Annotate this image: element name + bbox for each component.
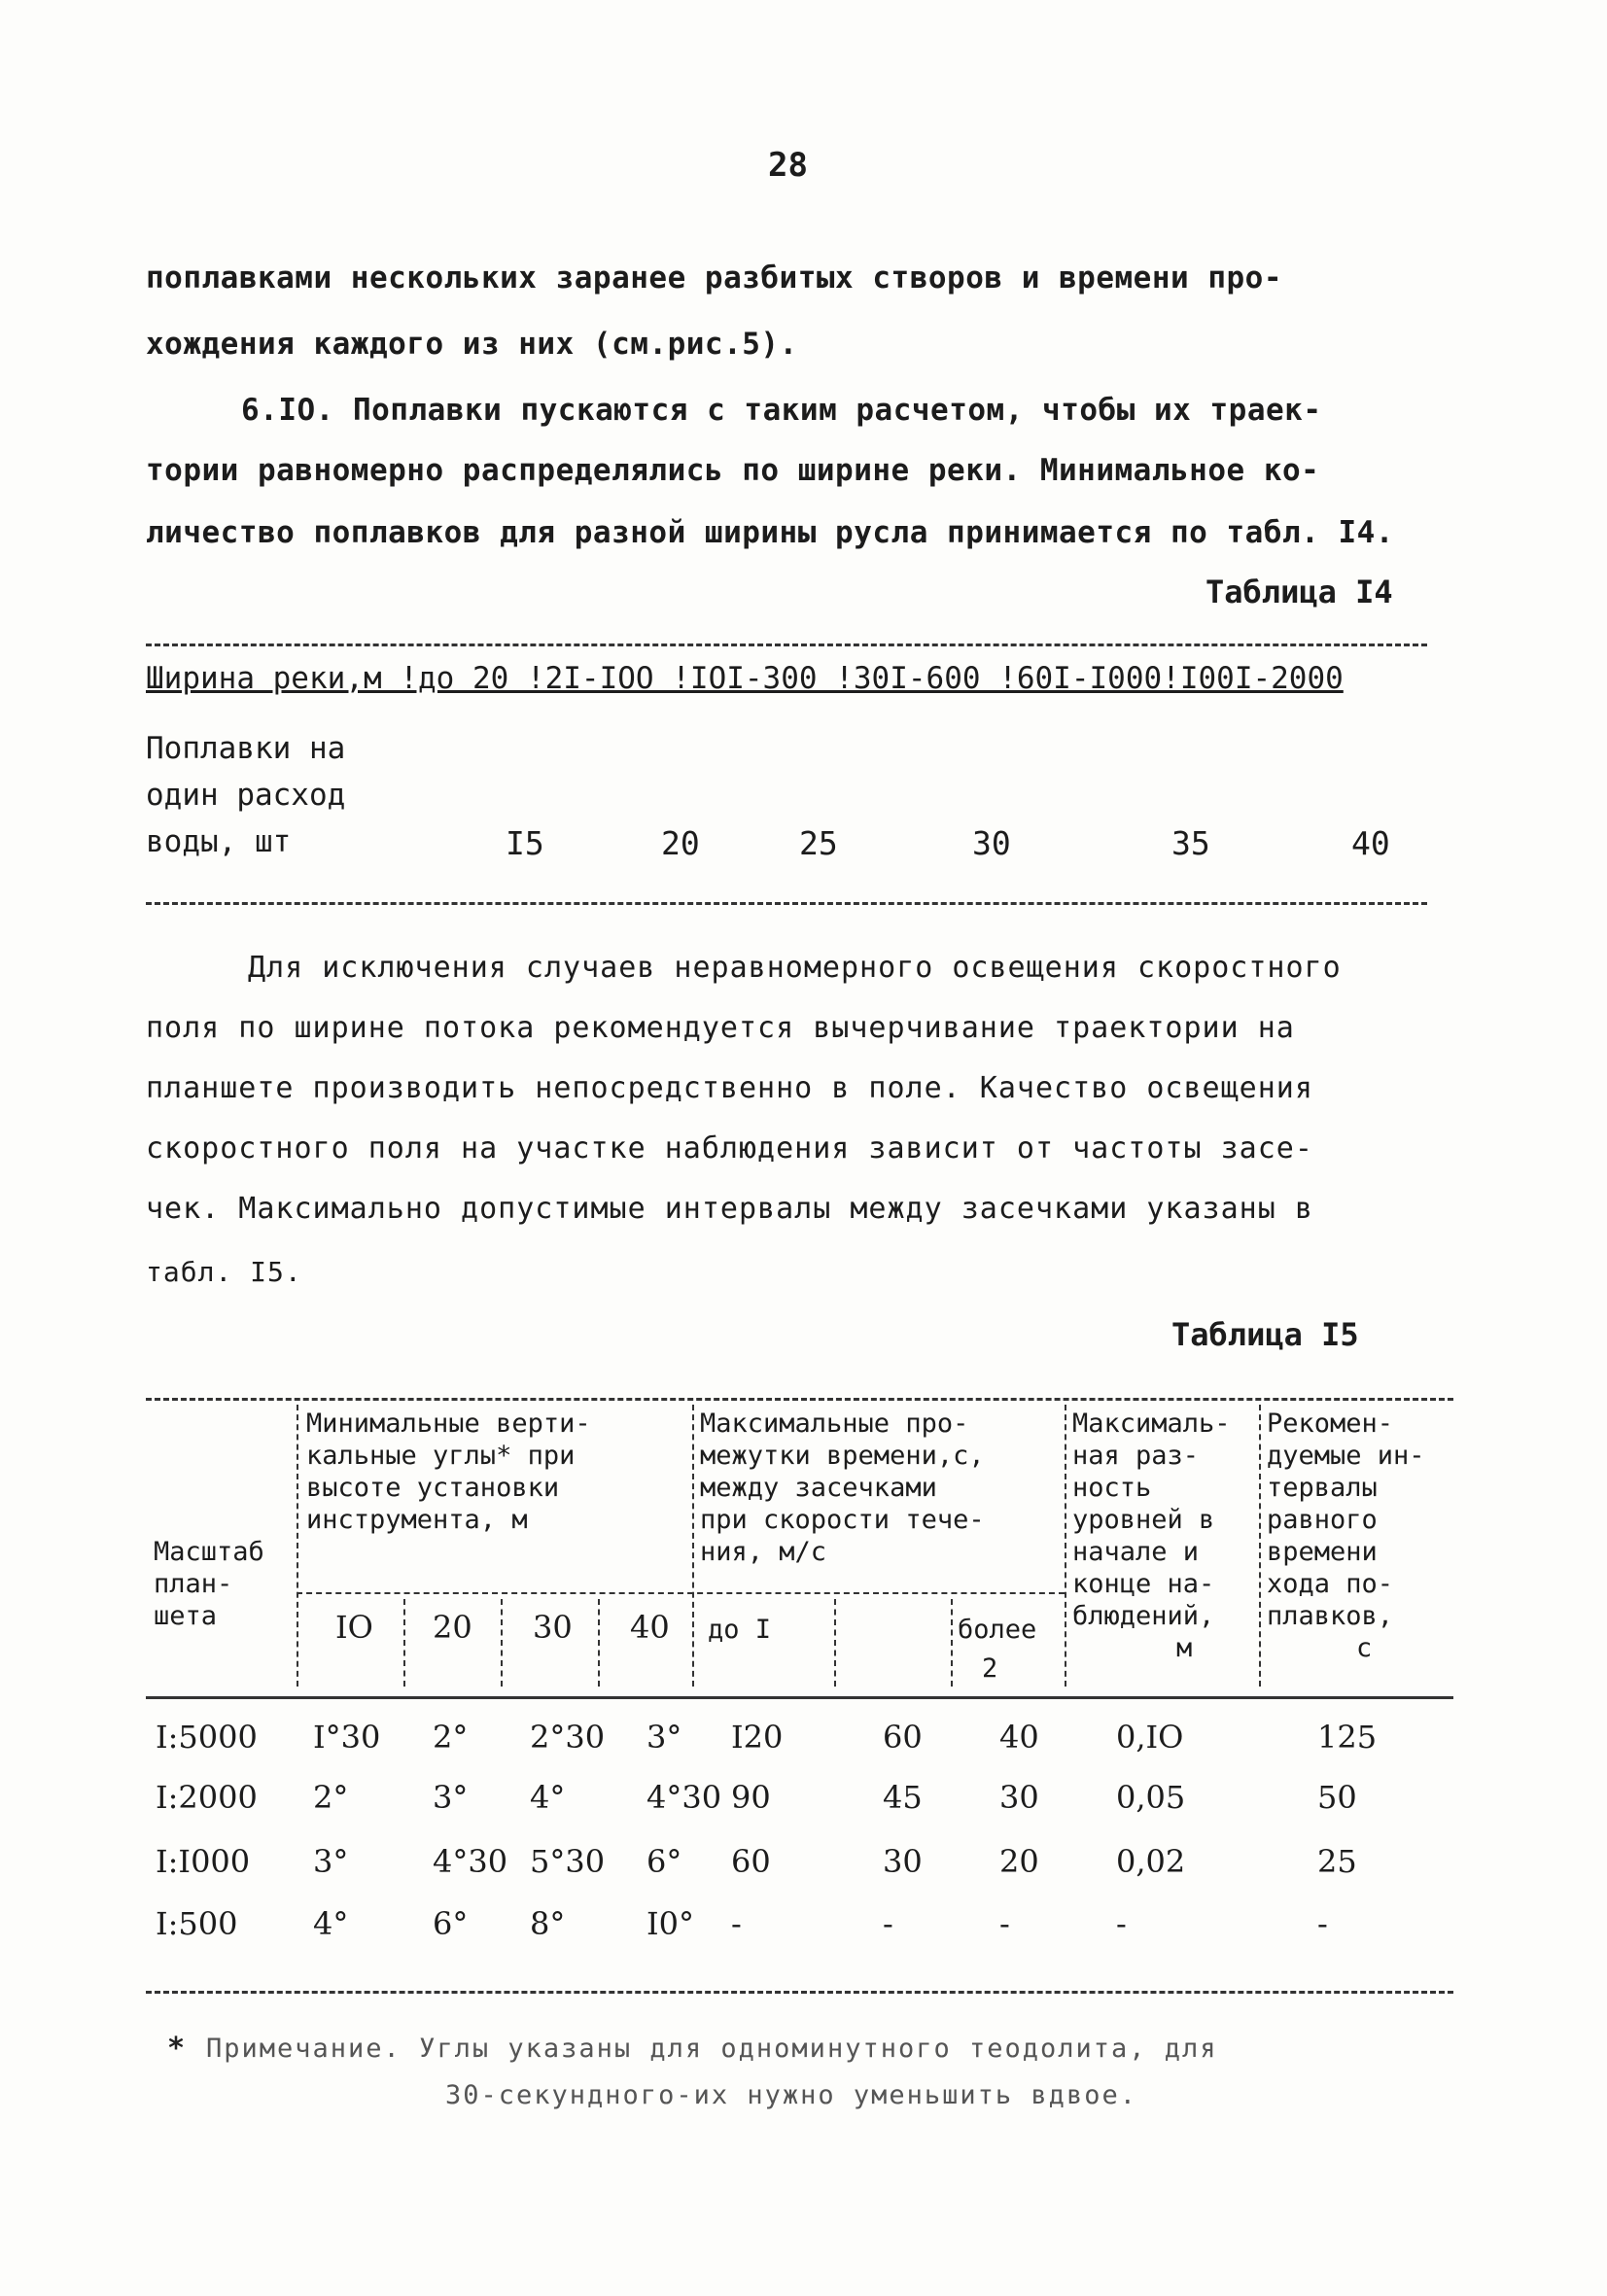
column-separator <box>1259 1405 1261 1687</box>
footnote-line: 30-секундного-их нужно уменьшить вдвое. <box>445 2080 1137 2110</box>
table-15-cell: 2°30 <box>530 1719 606 1756</box>
table-15-cell: 40 <box>999 1719 1039 1756</box>
page-number: 28 <box>768 146 808 185</box>
table-15-cell: 8° <box>530 1905 566 1942</box>
header-levels: начале и <box>1072 1537 1200 1567</box>
header-recommended: плавков, <box>1267 1601 1394 1631</box>
header-angles: инструмента, м <box>306 1505 528 1535</box>
header-intervals: при скорости тече- <box>700 1505 985 1535</box>
column-separator <box>501 1599 503 1687</box>
header-recommended: хода по- <box>1267 1569 1394 1599</box>
table-15-cell: 30 <box>999 1779 1039 1816</box>
table-14-value: 40 <box>1351 824 1390 862</box>
table-15-cell: I20 <box>731 1719 784 1756</box>
table-15-cell: - <box>731 1905 742 1942</box>
table-15-cell: 25 <box>1317 1843 1357 1880</box>
header-levels: блюдений, <box>1072 1601 1215 1631</box>
table-14-header: Ширина реки,м !до 20 !2I-IOO !IOI-300 !30I-600 !60I-I000!I00I-2000 <box>146 661 1344 696</box>
column-separator <box>598 1599 600 1687</box>
table-15-cell: 3° <box>646 1719 682 1756</box>
table-15-cell: 20 <box>999 1843 1039 1880</box>
table-14-row-label: один расход <box>146 778 346 813</box>
column-separator <box>834 1599 836 1687</box>
header-scale: план- <box>154 1569 233 1599</box>
paragraph-line: тории равномерно распределялись по ширине реки. Минимальное ко- <box>146 453 1320 488</box>
table-14-row-label: Поплавки на <box>146 731 346 766</box>
header-intervals: межутки времени,с, <box>700 1441 985 1471</box>
table-15-cell: 6° <box>433 1905 469 1942</box>
paragraph-line: поля по ширине потока рекомендуется вычерчивание траектории на <box>146 1011 1295 1045</box>
footnote-marker: * <box>167 2032 188 2066</box>
table-15-cell: 90 <box>731 1779 771 1816</box>
paragraph-line: чек. Максимально допустимые интервалы между засечками указаны в <box>146 1192 1313 1226</box>
table-15-cell: 2° <box>433 1719 469 1756</box>
header-levels: конце на- <box>1072 1569 1215 1599</box>
table-15-cell: - <box>1116 1905 1127 1942</box>
column-separator <box>297 1405 298 1687</box>
table-15-cell: 60 <box>731 1843 771 1880</box>
table-14-caption: Таблица I4 <box>1205 574 1393 610</box>
header-levels: уровней в <box>1072 1505 1215 1535</box>
header-recommended: времени <box>1267 1537 1378 1567</box>
header-levels: ная раз- <box>1072 1441 1200 1471</box>
header-recommended: Рекомен- <box>1267 1409 1394 1439</box>
column-separator <box>1065 1405 1066 1687</box>
table-15-cell: 2° <box>313 1779 349 1816</box>
table-15-cell: 4° <box>313 1905 349 1942</box>
table-15-top-rule <box>146 1398 1453 1401</box>
column-separator <box>951 1599 953 1687</box>
table-15-scale-cell: I:I000 <box>156 1843 251 1880</box>
table-15-cell: 0,05 <box>1116 1779 1186 1816</box>
table-14-value: 25 <box>799 824 838 862</box>
table-15-cell: 0,IO <box>1116 1719 1184 1756</box>
header-levels: ность <box>1072 1473 1152 1503</box>
table-15-cell: 50 <box>1317 1779 1357 1816</box>
header-levels: м <box>1176 1633 1193 1663</box>
header-intervals: Максимальные про- <box>700 1409 969 1439</box>
table-15-scale-cell: I:5000 <box>156 1719 258 1756</box>
header-angles: Минимальные верти- <box>306 1409 591 1439</box>
paragraph-line: личество поплавков для разной ширины русла принимается по табл. I4. <box>146 515 1394 550</box>
table-14-bottom-rule <box>146 902 1427 905</box>
header-recommended: равного <box>1267 1505 1378 1535</box>
subheader-height: 40 <box>630 1609 670 1646</box>
subheader-speed: более <box>958 1615 1037 1645</box>
table-15-cell: 3° <box>433 1779 469 1816</box>
table-15-cell: 60 <box>883 1719 923 1756</box>
table-14-value: I5 <box>506 824 544 862</box>
table-14-top-rule <box>146 644 1427 646</box>
table-15-cell: - <box>999 1905 1010 1942</box>
table-15-scale-cell: I:2000 <box>156 1779 258 1816</box>
column-separator <box>692 1405 694 1687</box>
table-15-cell: - <box>1317 1905 1328 1942</box>
table-15-cell: 4°30 <box>433 1843 508 1880</box>
header-recommended: тервалы <box>1267 1473 1378 1503</box>
subheader-height: 30 <box>533 1609 573 1646</box>
table-15-cell: 5°30 <box>530 1843 606 1880</box>
subheader-height: IO <box>335 1609 373 1646</box>
table-15-cell: 6° <box>646 1843 682 1880</box>
footnote-line: Примечание. Углы указаны для одноминутного теодолита, для <box>206 2034 1218 2064</box>
table-15-cell: I°30 <box>313 1719 381 1756</box>
table-14-row-label: воды, шт <box>146 824 292 859</box>
table-15-cell: 4°30 <box>646 1779 722 1816</box>
table-15-cell: - <box>883 1905 893 1942</box>
paragraph-line: поплавками нескольких заранее разбитых створов и времени про- <box>146 261 1282 296</box>
header-bottom-rule <box>146 1696 1453 1699</box>
table-15-cell: I0° <box>646 1905 694 1942</box>
paragraph-line: хождения каждого из них (см.рис.5). <box>146 327 798 362</box>
header-angles: кальные углы* при <box>306 1441 576 1471</box>
paragraph-line: табл. I5. <box>146 1256 302 1288</box>
table-15-cell: 30 <box>883 1843 923 1880</box>
header-scale: шета <box>154 1601 218 1631</box>
paragraph-line: планшете производить непосредственно в поле. Качество освещения <box>146 1071 1313 1105</box>
subheader-speed: до I <box>708 1615 772 1645</box>
table-15-scale-cell: I:500 <box>156 1905 238 1942</box>
column-separator <box>403 1599 405 1687</box>
table-14-value: 35 <box>1171 824 1210 862</box>
paragraph-line: Для исключения случаев неравномерного освещения скоростного <box>248 951 1342 985</box>
table-14-value: 20 <box>661 824 700 862</box>
table-15-caption: Таблица I5 <box>1171 1316 1359 1353</box>
table-15-cell: 0,02 <box>1116 1843 1186 1880</box>
paragraph-line: скоростного поля на участке наблюдения зависит от частоты засе- <box>146 1131 1313 1165</box>
header-recommended: дуемые ин- <box>1267 1441 1425 1471</box>
header-angles: высоте установки <box>306 1473 560 1503</box>
paragraph-line: 6.IO. Поплавки пускаются с таким расчетом, чтобы их траек- <box>241 393 1322 428</box>
header-intervals: между засечками <box>700 1473 937 1503</box>
header-intervals: ния, м/с <box>700 1537 827 1567</box>
table-15-bottom-rule <box>146 1991 1453 1994</box>
header-levels: Максималь- <box>1072 1409 1231 1439</box>
header-scale: Масштаб <box>154 1537 264 1567</box>
table-14-value: 30 <box>972 824 1011 862</box>
header-recommended: с <box>1356 1633 1373 1663</box>
table-15-cell: 125 <box>1317 1719 1378 1756</box>
table-15-cell: 45 <box>883 1779 923 1816</box>
table-15-cell: 4° <box>530 1779 566 1816</box>
subheader-speed: 2 <box>982 1653 998 1684</box>
subheader-height: 20 <box>433 1609 472 1646</box>
table-15-cell: 3° <box>313 1843 349 1880</box>
subheader-rule <box>297 1592 1065 1594</box>
